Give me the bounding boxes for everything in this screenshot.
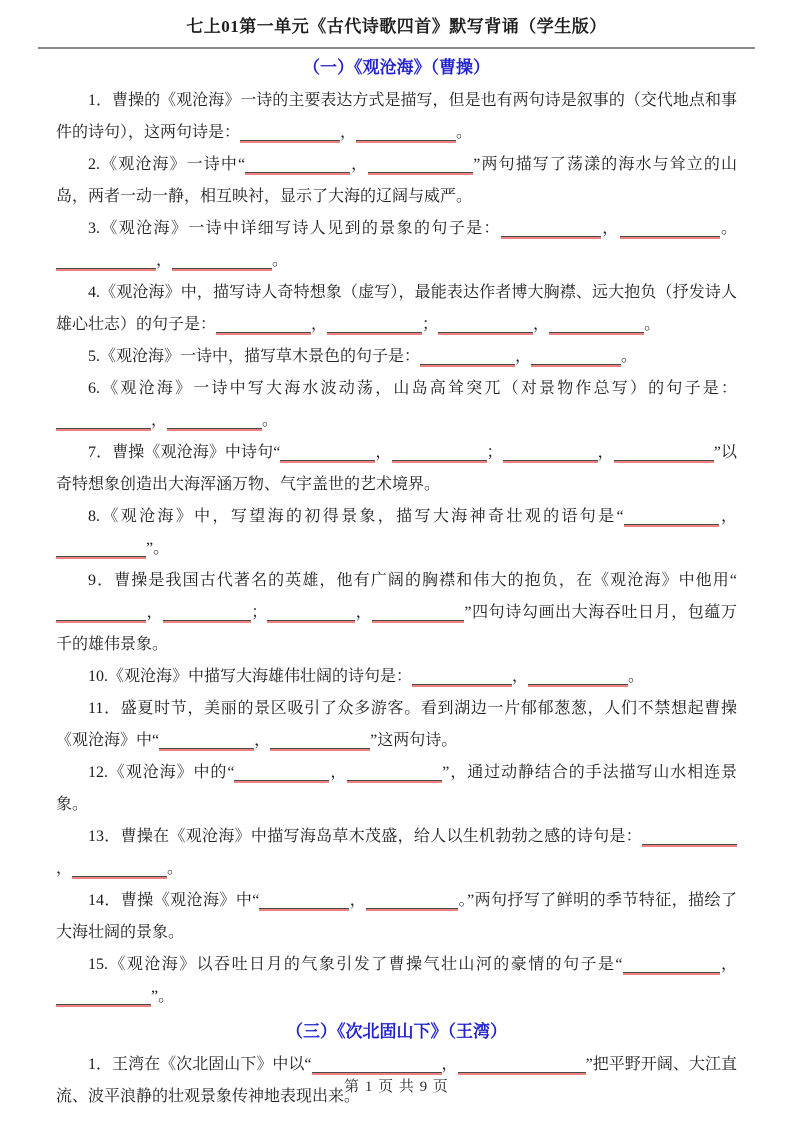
question: 12.《观沧海》中的“ ， ”，通过动静结合的手法描写山水相连景象。: [56, 764, 737, 813]
answer-blank: [392, 447, 487, 461]
section-heading: （一）《观沧海》（曹操）: [303, 58, 490, 77]
question: 1．曹操的《观沧海》一诗的主要表达方式是描写，但是也有两句诗是叙事的（交代地点和事件的诗句），这两句诗是： ， 。: [56, 92, 737, 141]
answer-blank: [503, 447, 598, 461]
answer-blank: [356, 127, 456, 141]
question: 4.《观沧海》中，描写诗人奇特想象（虚写），最能表达作者博大胸襟、远大抱负（抒发诗人雄心壮志）的句子是： ， ； ， 。: [56, 284, 737, 333]
question: 3.《观沧海》一诗中详细写诗人见到的景象的句子是： ， 。， 。: [56, 213, 737, 277]
answer-blank: [56, 415, 151, 429]
question: 11．盛夏时节，美丽的景区吸引了众多游客。看到湖边一片郁郁葱葱，人们不禁想起曹操《观沧海》中“ ， ”这两句诗。: [56, 700, 737, 749]
answer-blank: [280, 447, 375, 461]
answer-blank: [614, 447, 714, 461]
answer-blank: [234, 767, 329, 781]
question: 5.《观沧海》一诗中，描写草木景色的句子是： ， 。: [88, 348, 638, 365]
answer-blank: [372, 607, 464, 621]
answer-blank: [259, 895, 349, 909]
answer-blank: [347, 767, 442, 781]
answer-blank: [620, 223, 720, 237]
answer-blank: [56, 607, 146, 621]
section-heading: （三）《次北固山下》（王湾）: [286, 1022, 507, 1041]
page-footer: 第 1 页 共 9 页: [344, 1079, 449, 1095]
question: 9．曹操是我国古代著名的英雄，他有广阔的胸襟和伟大的抱负，在《观沧海》中他用“， ； ， ”四句诗勾画出大海吞吐日月，包蕴万千的雄伟景象。: [56, 572, 737, 653]
question: 15.《观沧海》以吞吐日月的气象引发了曹操气壮山河的豪情的句子是“ ，”。: [56, 949, 737, 1013]
answer-blank: [56, 255, 156, 269]
answer-blank: [245, 159, 350, 173]
question: 6.《观沧海》一诗中写大海水波动荡，山岛高耸突兀（对景物作总写）的句子是：， 。: [56, 373, 737, 437]
answer-blank: [312, 1059, 442, 1073]
answer-blank: [240, 127, 340, 141]
answer-blank: [531, 351, 621, 365]
question: 10.《观沧海》中描写大海雄伟壮阔的诗句是： ， 。: [88, 668, 645, 685]
answer-blank: [216, 319, 311, 333]
answer-blank: [458, 1059, 586, 1073]
answer-blank: [327, 319, 422, 333]
question: 13．曹操在《观沧海》中描写海岛草木茂盛，给人以生机勃勃之感的诗句是：， 。: [56, 821, 737, 885]
answer-blank: [624, 511, 719, 525]
question: 7．曹操《观沧海》中诗句“ ， ； ， ”以奇特想象创造出大海浑涵万物、气宇盖世的艺术境界。: [56, 444, 737, 493]
answer-blank: [56, 991, 151, 1005]
answer-blank: [412, 671, 512, 685]
answer-blank: [56, 543, 146, 557]
answer-blank: [438, 319, 533, 333]
page-title: 七上01第一单元《古代诗歌四首》默写背诵（学生版）: [186, 17, 607, 36]
question: 8.《观沧海》中，写望海的初得景象，描写大海神奇壮观的语句是“ ，”。: [56, 501, 737, 565]
answer-blank: [163, 607, 251, 621]
question: 1．王湾在《次北固山下》中以“ ， ”把平野开阔、大江直流、波平浪静的壮观景象传神地表现出来。: [56, 1056, 737, 1105]
answer-blank: [549, 319, 644, 333]
title-divider: [38, 47, 755, 49]
answer-blank: [528, 671, 628, 685]
answer-blank: [270, 735, 370, 749]
question: 2.《观沧海》一诗中“ ， ”两句描写了荡漾的海水与耸立的山岛，两者一动一静，相互映衬，显示了大海的辽阔与威严。: [56, 156, 737, 205]
answer-blank: [167, 415, 262, 429]
sections: [56, 55, 737, 1113]
answer-blank: [159, 735, 254, 749]
answer-blank: [172, 255, 272, 269]
question: 14．曹操《观沧海》中“ ， 。”两句抒写了鲜明的季节特征，描绘了大海壮阔的景象。: [56, 892, 737, 941]
answer-blank: [267, 607, 355, 621]
answer-blank: [623, 959, 720, 973]
answer-blank: [368, 159, 473, 173]
answer-blank: [366, 895, 458, 909]
answer-blank: [501, 223, 601, 237]
answer-blank: [420, 351, 515, 365]
answer-blank: [72, 863, 167, 877]
answer-blank: [642, 831, 737, 845]
